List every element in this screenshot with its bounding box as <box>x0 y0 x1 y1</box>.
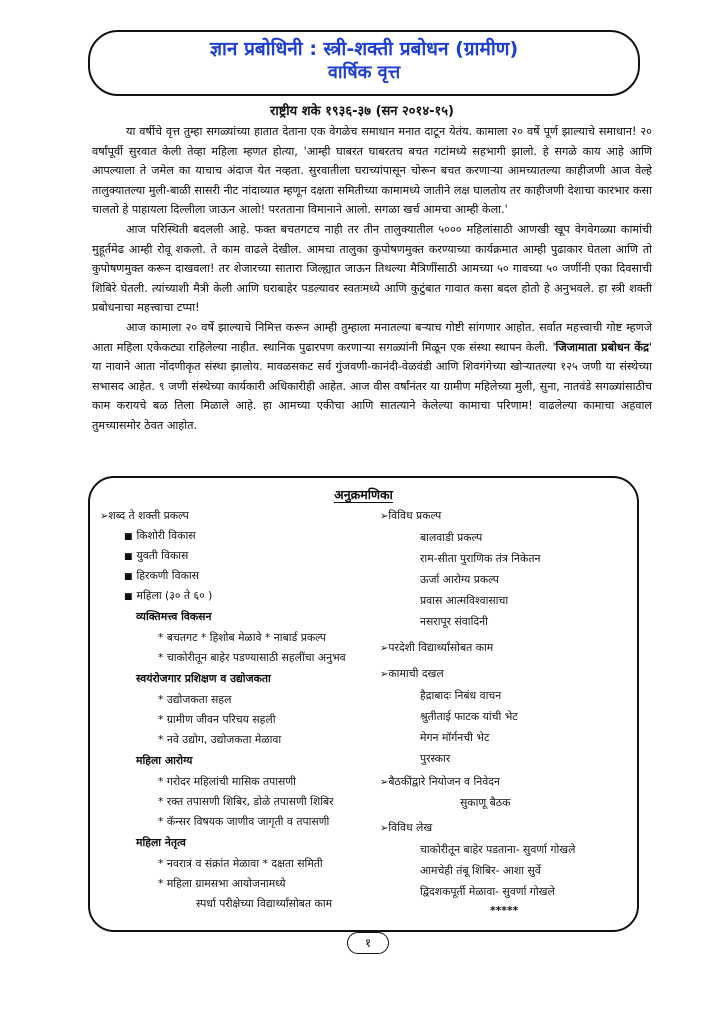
square-bullet-icon: ■ <box>124 532 133 542</box>
square-bullet-icon: ■ <box>124 592 133 602</box>
intro-text <box>92 122 652 436</box>
toc-item: * चाकोरीतून बाहेर पडण्यासाठी सहलींचा अनुभव <box>158 651 346 664</box>
toc-item: * रक्त तपासणी शिबिर, डोळे तपासणी शिबिर <box>158 795 334 808</box>
toc-item: ऊर्जा आरोग्य प्रकल्प <box>420 573 499 586</box>
toc-subheading: महिला नेतृत्व <box>136 836 186 849</box>
arrow-icon: ➢ <box>380 511 389 522</box>
arrow-icon: ➢ <box>380 669 389 680</box>
toc-subheading: स्वयंरोजगार प्रशिक्षण व उद्योजकता <box>136 672 271 685</box>
toc-subheading: महिला आरोग्य <box>136 754 193 767</box>
intro-paragraph-2: आज परिस्थिती बदलली आहे. फक्त बचतगटच नाही तर तीन तालुक्यातील ५००० महिलांसाठी आणखी खूप वेगवेगळ्या कामांची मुहूर्तमेढ आम्ही रोवू शकलो. ते काम वाढले देखील. आमचा तालुका कुपोषणमुक्त करण्याच्या कार्यक्रमात आम्ही पुढाकार घेतला आणि तो कुपोषणमुक्त करून दाखवला! तर शेजारच्या सातारा जिल्ह्यात जाऊन तिथल्या मैत्रिणींसाठी आमच्या ५० गावच्या ५० जणींनी एका दिवसाची शिबिरे घेतली. त्यांच्याशी मैत्री केली आणि घराबाहेर पडल्यावर स्वतःमध्ये आणि कुटुंबात गावात कसा बदल होतो हे अनुभवले. हा स्त्री शक्ती प्रबोधनाचा महत्त्वाचा टप्पा! <box>92 222 652 315</box>
toc-item: * महिला ग्रामसभा आयोजनामध्ये <box>158 877 286 890</box>
arrow-icon: ➢ <box>380 777 389 788</box>
arrow-icon: ➢ <box>100 511 109 522</box>
toc-item: * बचतगट * हिशोब मेळावे * नाबार्ड प्रकल्प <box>158 631 326 644</box>
toc-subheading: व्यक्तिमत्त्व विकसन <box>136 610 212 623</box>
toc-item: ■ किशोरी विकास <box>124 529 196 542</box>
organization-name: जिजामाता प्रबोधन केंद्र <box>555 340 649 354</box>
toc-end-stars: ***** <box>490 904 519 917</box>
page-number: १ <box>347 932 389 954</box>
toc-item: ➢विविध लेख <box>380 821 433 834</box>
year-heading: राष्ट्रीय शके १९३६-३७ (सन २०१४-१५) <box>270 104 454 119</box>
header-title-box <box>88 30 640 96</box>
toc-title: अनुक्रमणिका <box>334 487 393 502</box>
toc-item: * नवे उद्योग, उद्योजकता मेळावा <box>158 733 282 746</box>
toc-item: चाकोरीतून बाहेर पडताना- सुवर्णा गोखले <box>420 843 576 856</box>
toc-item: ■ हिरकणी विकास <box>124 569 199 582</box>
toc-item: मेगन मॉर्गनची भेट <box>420 731 490 744</box>
toc-item: स्पर्धा परीक्षेच्या विद्यार्थ्यांसोबत काम <box>196 897 333 910</box>
intro-p3-start: आज कामाला २० वर्षे झाल्याचे निमित्त करून आम्ही तुम्हाला मनातल्या बऱ्याच गोष्टी सांगणार आहोत. सर्वात महत्त्वाची गोष्ट म्हणजे आता महिला एकेकट्या राहिलेल्या नाहीत. स्थानिक पुढारपण करणाऱ्या सगळ्यांनी मिळून एक संस्था स्थापन केली. ' <box>92 320 652 354</box>
arrow-icon: ➢ <box>380 823 389 834</box>
toc-item: * गरोदर महिलांची मासिक तपासणी <box>158 775 296 788</box>
toc-item: श्रुतीताई फाटक यांची भेट <box>420 710 518 723</box>
toc-item: ➢शब्द ते शक्ती प्रकल्प <box>100 509 189 522</box>
table-of-contents <box>88 476 639 932</box>
intro-paragraph-1: या वर्षीचे वृत्त तुम्हा सगळ्यांच्या हातात देताना एक वेगळेच समाधान मनात दाटून येतंय. कामाला २० वर्षे पूर्ण झाल्याचे समाधान! २० वर्षांपूर्वी सुरवात केली तेव्हा महिला म्हणत होत्या, 'आम्ही घाबरत घाबरतच बचत गटांमध्ये सहभागी झालो. हे सगळे काय आहे आणि आपल्याला ते जमेल का याचाच अंदाज येत नव्हता. सुरवातीला घराच्यांपासून चोरून बचत करणाऱ्या आमच्यातल्या काहीजणी आज वेल्हे तालुक्यातल्या मुली-बाळी सासरी नीट नांदाव्यात म्हणून दक्षता समितीच्या कामामध्ये जातीने लक्ष घालतोय तर काहीजणी देशाचा कारभार कसा चालतो हे पाहायला दिल्लीला जाऊन आलो! परतताना विमानाने आलो. सगळा खर्च आमचा आम्ही केला.' <box>92 125 652 217</box>
intro-paragraph-3 <box>92 318 652 436</box>
toc-item: बालवाडी प्रकल्प <box>420 531 483 544</box>
arrow-icon: ➢ <box>380 643 389 654</box>
toc-item: ■ युवती विकास <box>124 549 189 562</box>
toc-item: ➢बैठकींद्वारे नियोजन व निवेदन <box>380 775 501 788</box>
toc-item: ➢परदेशी विद्यार्थ्यांसोबत काम <box>380 641 494 654</box>
toc-item: ➢कामाची दखल <box>380 667 444 680</box>
toc-item: * उद्योजकता सहल <box>158 693 232 706</box>
square-bullet-icon: ■ <box>124 572 133 582</box>
report-subtitle: वार्षिक वृत्त <box>327 62 401 83</box>
toc-item: राम-सीता पुराणिक तंत्र निकेतन <box>420 552 541 565</box>
intro-p3-end: ' या नावाने आता नोंदणीकृत संस्था झालोय. मावळसकट सर्व गुंजवणी-कानंदी-वेळवंडी आणि शिवगंगेच्या खोऱ्यातल्या १२५ जणी या संस्थेच्या सभासद आहेत. ९ जणी संस्थेच्या कार्यकारी अधिकारीही आहेत. आज वीस वर्षांनंतर या ग्रामीण महिलेच्या मुली, सुना, नातवंडे सगळ्यांसाठीच काम करायचे बळ तिला मिळाले आहे. हा आमच्या एकीचा आणि सातत्याने केलेल्या कामाचा परिणाम! वाढलेल्या कामाचा अहवाल तुमच्यासमोर ठेवत आहोत. <box>92 340 652 432</box>
toc-item: आमचेही तंबू शिबिर- आशा सुर्वे <box>420 864 541 877</box>
toc-item: ➢विविध प्रकल्प <box>380 509 442 522</box>
toc-item: हैद्राबादः निबंध वाचन <box>420 689 502 702</box>
toc-item: सुकाणू बैठक <box>460 796 511 809</box>
toc-item: ■ महिला (३० ते ६० ) <box>124 589 213 602</box>
toc-item: प्रवास आत्मविश्वासाचा <box>420 594 509 607</box>
toc-item: द्विदशकपूर्ती मेळावा- सुवर्णा गोखले <box>420 885 555 898</box>
toc-item: नसरापूर संवादिनी <box>420 615 488 628</box>
toc-item: * कॅन्सर विषयक जाणीव जागृती व तपासणी <box>158 815 330 828</box>
report-title: ज्ञान प्रबोधिनी : स्त्री-शक्ती प्रबोधन (ग्रामीण) <box>209 38 519 60</box>
square-bullet-icon: ■ <box>124 552 133 562</box>
toc-item: * नवरात्र व संक्रांत मेळावा * दक्षता समिती <box>158 857 323 870</box>
toc-item: * ग्रामीण जीवन परिचय सहली <box>158 713 276 726</box>
toc-item: पुरस्कार <box>420 752 451 765</box>
